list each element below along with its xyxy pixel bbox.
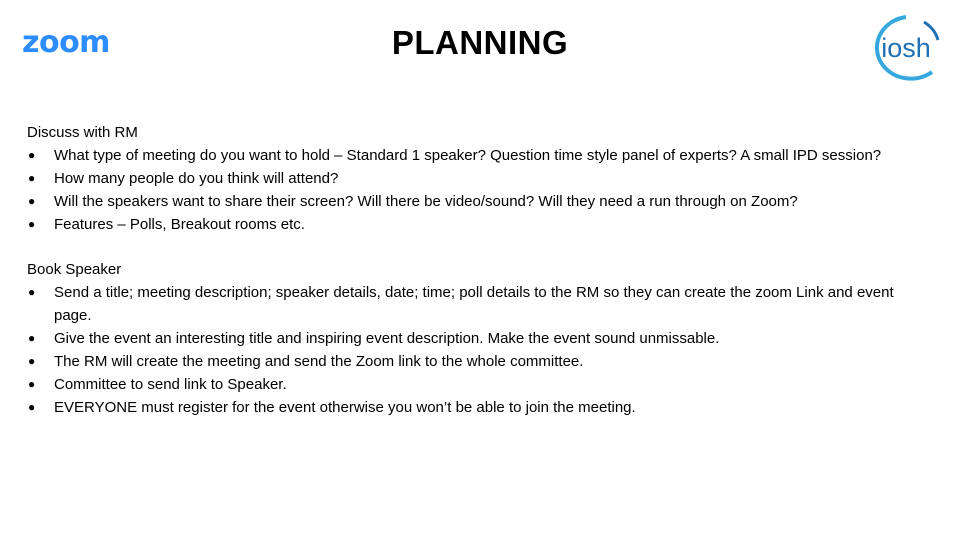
bullet-icon: ● xyxy=(28,285,36,299)
bullet-icon: ● xyxy=(28,331,36,345)
list-item-text: Send a title; meeting description; speaker details, date; time; poll details to the RM so they can create the zoom Link and event page. xyxy=(54,284,894,324)
list-item-text: Give the event an interesting title and inspiring event description. Make the event sound unmissable. xyxy=(54,330,720,347)
list-item xyxy=(27,350,907,373)
section-book-speaker xyxy=(27,258,907,419)
section-heading: Discuss with RM xyxy=(27,124,138,141)
page-title: PLANNING xyxy=(391,24,569,61)
list-item-text: What type of meeting do you want to hold – Standard 1 speaker? Question time style panel of experts? A small IPD session? xyxy=(54,147,882,164)
zoom-logo: zoom xyxy=(22,25,110,60)
bullet-list xyxy=(27,144,907,236)
list-item-text: Will the speakers want to share their screen? Will there be video/sound? Will they need a run through on Zoom? xyxy=(54,193,798,210)
list-item xyxy=(27,144,907,167)
list-item-text: Features – Polls, Breakout rooms etc. xyxy=(54,216,305,233)
list-item-text: EVERYONE must register for the event otherwise you won’t be able to join the meeting. xyxy=(54,399,636,416)
list-item xyxy=(27,213,907,236)
list-item xyxy=(27,396,907,419)
iosh-logo-text: iosh xyxy=(881,33,931,63)
iosh-logo xyxy=(866,12,946,84)
bullet-icon: ● xyxy=(28,354,36,368)
list-item xyxy=(27,327,907,350)
list-item xyxy=(27,167,907,190)
bullet-icon: ● xyxy=(28,377,36,391)
bullet-list xyxy=(27,281,907,419)
bullet-icon: ● xyxy=(28,400,36,414)
list-item-text: The RM will create the meeting and send the Zoom link to the whole committee. xyxy=(54,353,584,370)
section-heading: Book Speaker xyxy=(27,261,122,278)
planning-content xyxy=(27,121,907,441)
list-item xyxy=(27,281,907,327)
list-item xyxy=(27,373,907,396)
list-item-text: How many people do you think will attend? xyxy=(54,170,339,187)
bullet-icon: ● xyxy=(28,217,36,231)
list-item xyxy=(27,190,907,213)
bullet-icon: ● xyxy=(28,194,36,208)
bullet-icon: ● xyxy=(28,148,36,162)
list-item-text: Committee to send link to Speaker. xyxy=(54,376,287,393)
section-discuss-with-rm xyxy=(27,121,907,236)
bullet-icon: ● xyxy=(28,171,36,185)
